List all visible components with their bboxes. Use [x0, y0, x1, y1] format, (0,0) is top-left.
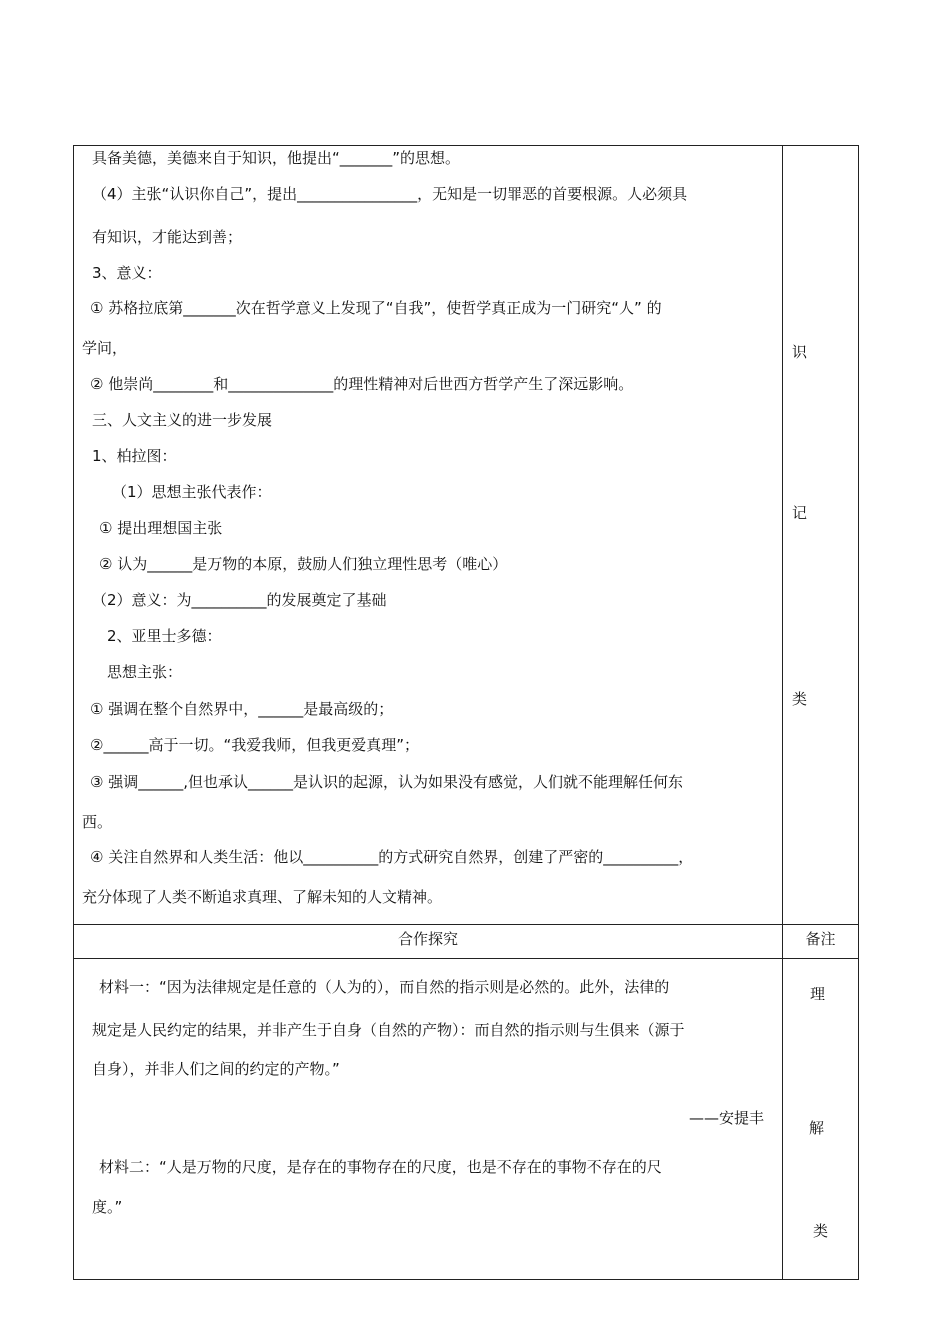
text-line: 规定是人民约定的结果，并非产生于自身（自然的产物）：而自然的指示则与生俱来（源于	[92, 1021, 685, 1039]
text-line: 1、柏拉图：	[92, 447, 177, 465]
side-label: 记	[792, 504, 808, 522]
text-line: 充分体现了人类不断追求真理、了解未知的人文精神。	[82, 888, 443, 906]
text-line: 思想主张：	[107, 663, 183, 681]
text-line: （2）意义：为__________的发展奠定了基础	[92, 591, 387, 609]
table-right-border	[858, 145, 859, 1280]
notes-header: 备注	[805, 930, 836, 948]
text-line: ④ 关注自然界和人类生活：他以__________的方式研究自然界，创建了严密的__________，	[90, 848, 694, 866]
text-line: 度。”	[92, 1198, 123, 1216]
text-line: 材料二：“人是万物的尺度，是存在的事物存在的尺度，也是不存在的事物不存在的尺	[99, 1158, 662, 1176]
section-heading: 三、人文主义的进一步发展	[92, 411, 273, 429]
attribution: ——安提丰	[688, 1109, 764, 1127]
text-line: 具备美德，美德来自于知识，他提出“_______”的思想。	[92, 149, 461, 167]
text-line: ① 强调在整个自然界中，______是最高级的；	[90, 700, 394, 718]
section-title: 合作探究	[397, 930, 458, 948]
section-divider	[73, 924, 859, 925]
column-divider	[782, 145, 783, 1280]
side-label: 识	[792, 343, 808, 361]
side-label: 解	[809, 1119, 825, 1137]
text-line: 学问，	[82, 339, 128, 357]
text-line: ① 提出理想国主张	[99, 519, 223, 537]
text-line: 自身），并非人们之间的约定的产物。”	[92, 1060, 340, 1078]
side-label: 理	[810, 985, 826, 1003]
text-line: 3、意义：	[92, 264, 162, 282]
table-left-border	[73, 145, 74, 1280]
text-line: ③ 强调______,但也承认______是认识的起源，认为如果没有感觉，人们就不能理解任何东	[90, 773, 683, 791]
text-line: ② 认为______是万物的本原，鼓励人们独立理性思考（唯心）	[99, 555, 508, 573]
text-line: （1）思想主张代表作：	[112, 483, 272, 501]
table-top-border	[73, 145, 859, 146]
text-line: ②______高于一切。“我爱我师，但我更爱真理”；	[90, 736, 419, 754]
table-bottom-border	[73, 1279, 859, 1280]
text-line: ① 苏格拉底第_______次在哲学意义上发现了“自我”，使哲学真正成为一门研究“人” 的	[90, 299, 662, 317]
text-line: （4）主张“认识你自己”，提出________________，无知是一切罪恶的首要根源。人必须具	[92, 185, 688, 203]
text-line: 材料一：“因为法律规定是任意的（人为的），而自然的指示则是必然的。此外，法律的	[99, 978, 670, 996]
text-line: 有知识，才能达到善；	[92, 228, 243, 246]
side-label: 类	[792, 690, 808, 708]
side-label: 类	[813, 1222, 829, 1240]
header-divider	[73, 958, 859, 959]
text-line: 西。	[82, 813, 113, 831]
text-line: ② 他崇尚________和______________的理性精神对后世西方哲学产生了深远影响。	[90, 375, 634, 393]
text-line: 2、亚里士多德：	[107, 627, 222, 645]
